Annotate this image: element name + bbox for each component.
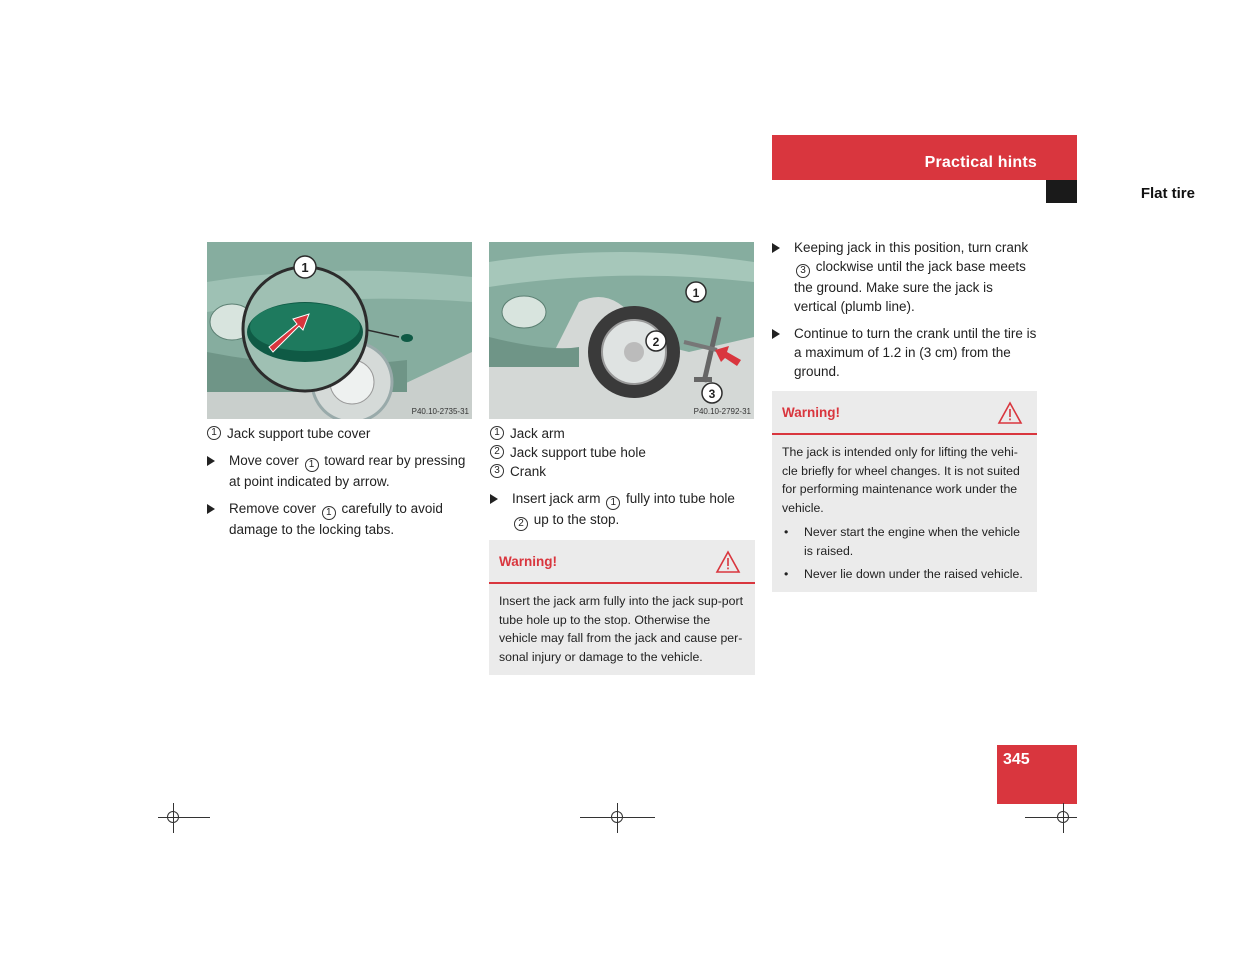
bullet-text: Never lie down under the raised vehicle. [804, 567, 1023, 582]
warning-header [489, 540, 755, 584]
column-3 [772, 230, 1038, 381]
step-text: Continue to turn the crank until the tire is a maximum of 1.2 in (3 cm) from the ground. [794, 326, 1037, 379]
legend-text: Crank [510, 464, 547, 479]
page-number-box [997, 745, 1077, 804]
legend-item [490, 443, 756, 462]
warning-triangle-icon [715, 550, 741, 574]
warning-triangle-icon [997, 401, 1023, 425]
instruction-step [207, 451, 473, 491]
instruction-step [490, 489, 756, 531]
warning-title: Warning! [499, 554, 557, 569]
section-header-bar [772, 135, 1077, 180]
figure-jack-position [489, 242, 754, 419]
step-text: Insert jack arm 1 fully into tube hole 2 up to the stop. [512, 491, 735, 529]
bullet-arrow-icon [490, 494, 498, 504]
header-tab-marker [1046, 180, 1077, 203]
legend-number: 2 [490, 445, 504, 459]
legend-text: Jack support tube hole [510, 445, 646, 460]
instruction-step [207, 499, 473, 539]
legend-number: 3 [490, 464, 504, 478]
warning-content [772, 435, 1037, 592]
step-text: Move cover 1 toward rear by pressing at point indicated by arrow. [229, 453, 466, 489]
warning-header [772, 391, 1037, 435]
bullet-dot-icon: • [784, 524, 789, 539]
legend-item [490, 462, 756, 481]
step-text: Remove cover 1 carefully to avoid damage to the locking tabs. [229, 501, 443, 537]
page-number: 345 [1003, 751, 1030, 768]
warning-title: Warning! [782, 405, 840, 420]
bullet-arrow-icon [207, 456, 215, 466]
legend-number: 1 [490, 426, 504, 440]
figure-code: P40.10-2792-31 [693, 407, 751, 416]
legend-text: Jack support tube cover [227, 426, 371, 441]
legend-item [207, 424, 473, 443]
crop-mark [158, 803, 210, 833]
warning-box-jack-usage [772, 391, 1037, 592]
figure-code: P40.10-2735-31 [411, 407, 469, 416]
section-title: Practical hints [924, 154, 1037, 171]
column-1 [207, 424, 473, 539]
warning-text: Insert the jack arm fully into the jack sup-port tube hole up to the stop. Otherwise the vehicle may fall from the jack and cause per-sonal injury or damage to the vehicle. [499, 594, 743, 665]
legend-item [490, 424, 756, 443]
bullet-arrow-icon [772, 329, 780, 339]
crop-mark [1025, 803, 1077, 833]
figure-callout-1: 1 [692, 286, 700, 300]
column-2 [490, 424, 756, 531]
warning-text: The jack is intended only for lifting the vehi-cle briefly for wheel changes. It is not suited for performing maintenance work under the vehicle. [782, 445, 1020, 516]
bullet-text: Never start the engine when the vehicle is raised. [804, 524, 1021, 558]
instruction-step [772, 324, 1038, 381]
crop-mark [580, 803, 655, 833]
figure-jack-support-cover [207, 242, 472, 419]
warning-bullet [782, 565, 1027, 584]
figure-callout-2: 2 [652, 335, 660, 349]
legend-text: Jack arm [510, 426, 565, 441]
instruction-step [772, 238, 1038, 316]
bullet-dot-icon: • [784, 567, 789, 582]
legend-number: 1 [207, 426, 221, 440]
warning-bullet [782, 523, 1027, 560]
bullet-arrow-icon [207, 504, 215, 514]
warning-box-jack-arm [489, 540, 755, 675]
step-text: Keeping jack in this position, turn crank 3 clockwise until the jack base meets the ground. Make sure the jack is vertical (plumb line). [794, 240, 1029, 314]
figure-callout-3: 3 [708, 387, 716, 401]
subsection-title: Flat tire [1140, 185, 1195, 202]
figure-callout: 1 [301, 260, 309, 275]
bullet-arrow-icon [772, 243, 780, 253]
